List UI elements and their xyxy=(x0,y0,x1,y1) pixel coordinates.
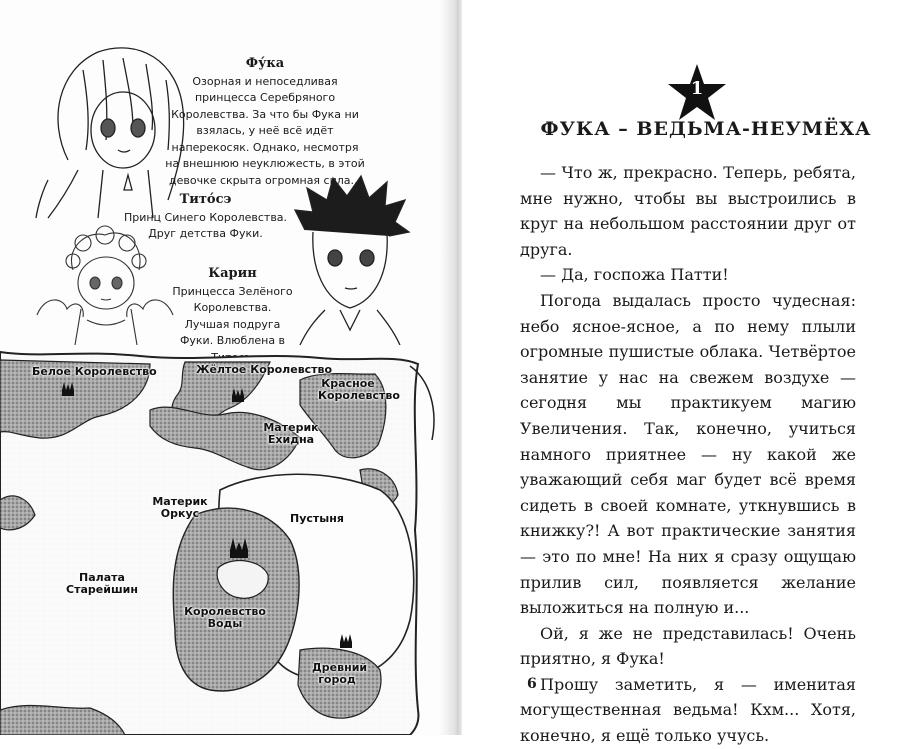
map-label-orkus: Материк Оркус xyxy=(152,495,208,520)
paragraph: Прошу заметить, я — именитая могущественная ведьма! Кхм... Хотя, конечно, я ещё только учусь. xyxy=(520,674,856,746)
karin-bio: Принцесса Зелёного Королевства. Лучшая подруга Фуки. Влюблена в xyxy=(172,284,293,347)
map-label-elders: Палата Старейшин xyxy=(66,571,138,596)
left-page xyxy=(0,0,455,735)
chapter-number: 1 xyxy=(690,78,704,99)
titose-name: Тито́сэ xyxy=(179,192,232,207)
map-label-white-kingdom: Белое Королевство xyxy=(32,365,157,378)
map-label-old-city: Древний город xyxy=(312,661,368,686)
map-label-ehidna: Материк Ехидна xyxy=(263,421,319,446)
chapter-title: ФУКА – ВЕДЬМА-НЕУМЁХА xyxy=(540,118,872,140)
titose-portrait xyxy=(285,170,415,345)
map-label-yellow-kingdom: Жёлтое Королевство xyxy=(196,363,333,376)
map-label-water-kingdom: Королевство Воды xyxy=(184,605,266,630)
fuka-bio: Озорная и непоседливая принцесса Серебряного Королевства. За что бы Фука ни взялась, у неё всё идёт наперекосяк. Однако, несмотря на внешнюю неуклюжесть, в этой девочке скрыта огромная сила... xyxy=(165,74,365,187)
body-text xyxy=(520,160,856,749)
paragraph: — Что ж, прекрасно. Теперь, ребята, мне нужно, чтобы вы выстроились в круг на небольшом расстоянии друг от друга. xyxy=(520,163,856,259)
karin-name: Карин xyxy=(208,266,257,281)
world-map xyxy=(0,350,440,735)
karin-portrait xyxy=(35,225,175,345)
paragraph: — Да, госпожа Патти! xyxy=(540,265,729,285)
page-number: 6 xyxy=(527,676,537,692)
titose-profile xyxy=(118,192,293,243)
map-drawing xyxy=(0,350,440,735)
paragraph: Ой, я же не представилась! Очень приятно, я Фука! xyxy=(520,623,856,669)
paragraph: Погода выдалась просто чудесная: небо ясное-ясное, а по нему плыли огромные пушистые облака. Четвёртое занятие у нас на свежем воздухе — сегодня мы практикуем магию Увеличения. Так, конечно, учиться намного приятнее — ну какой же уважающий себя маг будет всё время сидеть в своей комнате, уткнувшись в книжку?! А вот практические занятия — это по мне! На них я сразу ощущаю прилив сил, появляется желание выложиться на полную и... xyxy=(520,290,856,618)
titose-bio: Принц Синего Королевства. Друг детства Фуки. xyxy=(123,210,288,240)
map-label-desert: Пустыня xyxy=(290,512,344,525)
fuka-profile xyxy=(165,56,365,189)
map-label-red-kingdom: Красное Королевство xyxy=(318,377,400,402)
fuka-name: Фу́ка xyxy=(245,56,285,71)
